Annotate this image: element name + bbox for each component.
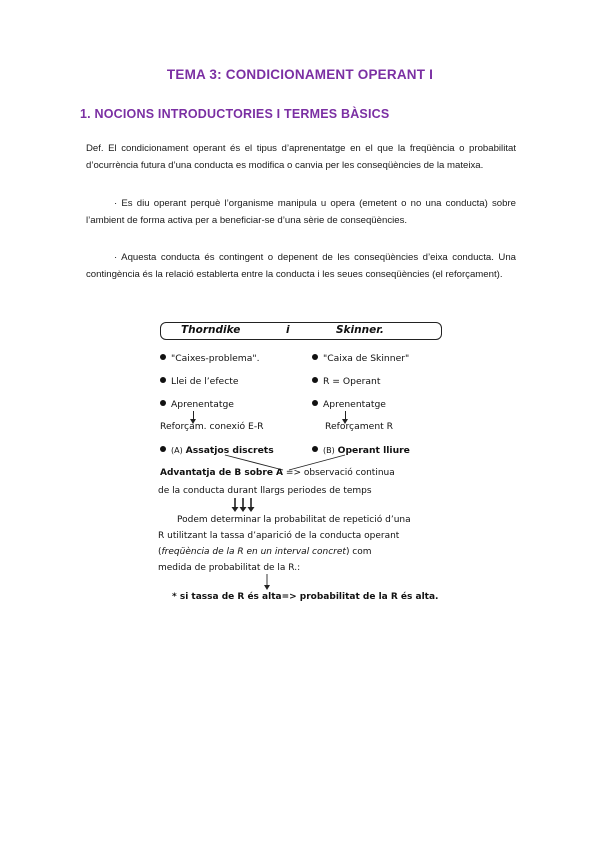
- figure-header-box: [160, 322, 442, 340]
- method-b: [312, 445, 410, 456]
- left-item-1: [160, 353, 260, 364]
- paragraph-operant: [86, 196, 516, 229]
- figure-para-line-1: Podem determinar la probabilitat de repetició d’una: [177, 515, 411, 525]
- paragraph-contingency: [86, 250, 516, 283]
- bullet-icon: [312, 377, 318, 383]
- figure-para-line-2: R utilitzant la tassa d’aparició de la conducta operant: [158, 531, 400, 541]
- left-item-4: Reforçam. conexió E-R: [160, 421, 264, 432]
- method-b-label: Operant lliure: [337, 445, 410, 456]
- bullet-icon: [160, 446, 166, 452]
- method-a-prefix: (A): [171, 446, 183, 455]
- left-item-2: [160, 376, 239, 387]
- bullet-icon: [312, 400, 318, 406]
- left-item-1-text: "Caixes-problema".: [171, 353, 260, 364]
- left-item-3: [160, 399, 234, 410]
- bullet-icon: [160, 377, 166, 383]
- figure-para-line-4: medida de probabilitat de la R.:: [158, 563, 301, 573]
- left-item-3-text: Aprenentatge: [171, 399, 234, 410]
- header-and: i: [286, 324, 290, 336]
- method-a: [160, 445, 274, 456]
- method-a-label: Assatjos discrets: [185, 445, 274, 456]
- right-item-2: [312, 376, 380, 387]
- figure-final-line: * si tassa de R és alta=> probabilitat de la R és alta.: [172, 592, 439, 602]
- right-item-4: Reforçament R: [325, 421, 394, 432]
- para-line-3-italic: freqüència de la R en un interval concret: [161, 547, 346, 557]
- right-item-2-text: R = Operant: [323, 376, 381, 387]
- right-item-3: [312, 399, 386, 410]
- right-item-3-text: Aprenentatge: [323, 399, 386, 410]
- figure-para-line-3: [158, 547, 372, 557]
- right-item-1: [312, 353, 409, 364]
- advantage-line-2: de la conducta durant llargs periodes de temps: [158, 486, 372, 496]
- advantage-bold: Advantatja de B sobre A: [160, 468, 284, 478]
- header-skinner: Skinner.: [336, 324, 384, 336]
- method-b-prefix: (B): [323, 446, 335, 455]
- para-line-3-close: ) com: [345, 547, 372, 557]
- bullet-icon: [160, 354, 166, 360]
- document-title: TEMA 3: CONDICIONAMENT OPERANT I: [166, 67, 434, 82]
- paragraph-contingency-text: · Aquesta conducta és contingent o depenent de les conseqüències d’eixa conducta. Una contingència és la relació establerta entre la conducta i les seues conseqüències (el reforçament).: [86, 252, 516, 280]
- para-line-3-open: (: [158, 547, 162, 557]
- paragraph-definition: Def. El condicionament operant és el tipus d’aprenentatge en el que la freqüència o probabilitat d’ocurrència futura d’una conducta es modifica o canvia per les conseqüències de la mateixa.: [86, 143, 516, 171]
- bullet-icon: [312, 354, 318, 360]
- section-heading: 1. NOCIONS INTRODUCTORIES I TERMES BÀSICS: [80, 107, 390, 121]
- down-arrow-icon: [345, 411, 346, 420]
- down-arrow-icon: [193, 411, 194, 420]
- bullet-icon: [160, 400, 166, 406]
- advantage-rest: => observació continua: [285, 468, 395, 478]
- left-item-2-text: Llei de l’efecte: [171, 376, 239, 387]
- bullet-icon: [312, 446, 318, 452]
- notes-figure: [155, 318, 447, 610]
- header-thorndike: Thorndike: [181, 324, 241, 336]
- paragraph-operant-text: · Es diu operant perquè l’organisme manipula u opera (emetent o no una conducta) sobre l’ambient de forma activa per a beneficiar-se d’una sèrie de conseqüències.: [86, 198, 516, 226]
- advantage-line: [160, 468, 395, 478]
- right-item-1-text: "Caixa de Skinner": [323, 353, 410, 364]
